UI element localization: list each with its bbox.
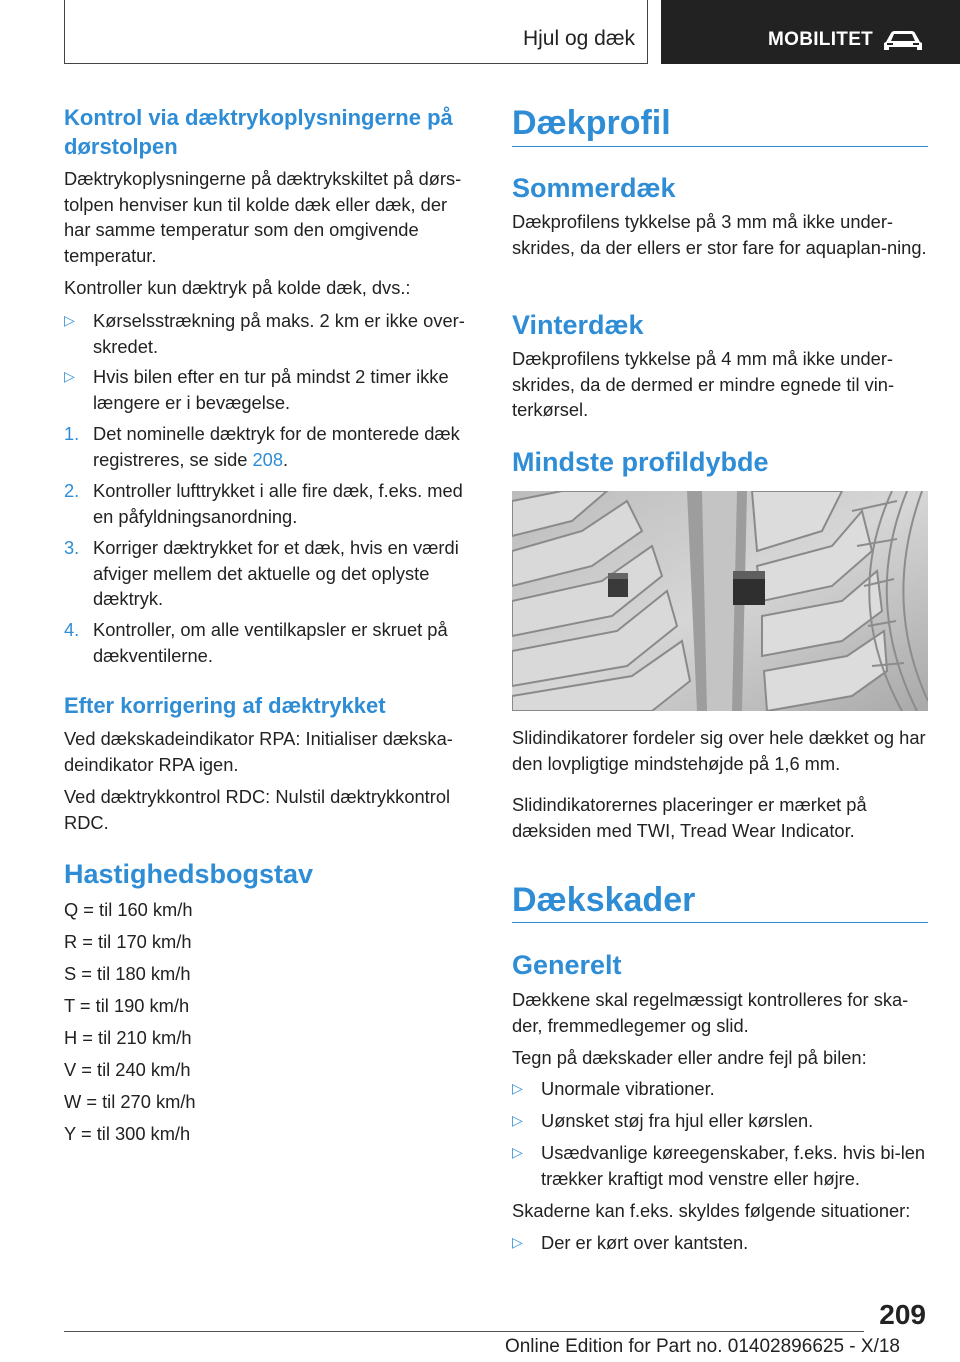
page-link-208[interactable]: 208: [252, 448, 284, 470]
page-number: 209: [879, 1299, 926, 1330]
heading-general: Generelt: [512, 950, 622, 980]
heading-summer-tyres: Sommerdæk: [512, 173, 676, 203]
triangle-bullet-icon: ▷: [512, 1112, 523, 1128]
list-item: ▷ Uønsket støj fra hjul eller kørslen.: [512, 1108, 930, 1134]
paragraph-after-2: Ved dæktrykkontrol RDC: Nulstil dæktrykkontrol RDC.: [64, 786, 451, 833]
paragraph-tpms-2: Kontroller kun dæktryk på kolde dæk, dvs.:: [64, 277, 411, 298]
heading-speed-letter: Hastighedsbogstav: [64, 859, 314, 889]
header-section-box: [64, 0, 648, 64]
paragraph-tpms-1: Dæktrykoplysningerne på dæktrykskiltet på dørs-tolpen henviser kun til kolde dæk eller dæk, der har samme temperatur som den omgivende temperatur.: [64, 168, 462, 266]
paragraph-after-1: Ved dækskadeindikator RPA: Initialiser dækska-deindikator RPA igen.: [64, 728, 453, 775]
list-item: 4. Kontroller, om alle ventilkapsler er skruet på dækventilerne.: [64, 619, 448, 666]
paragraph-min-2: Slidindikatorernes placeringer er mærket på dæksiden med TWI, Tread Wear Indicator.: [512, 794, 867, 841]
speed-rating: Y = til 300 km/h: [64, 1123, 191, 1144]
heading-rule: [512, 146, 928, 147]
heading-winter-tyres: Vinterdæk: [512, 310, 644, 340]
speed-rating: R = til 170 km/h: [64, 931, 192, 952]
paragraph-causes: Skaderne kan f.eks. skyldes følgende situationer:: [512, 1200, 911, 1221]
list-item: ▷ Usædvanlige køreegenskaber, f.eks. hvis bi-len trækker kraftigt mod venstre eller højre.: [512, 1142, 926, 1189]
heading-tread-profile: Dækprofil: [512, 104, 671, 142]
list-item: 2. Kontroller lufttrykket i alle fire dæk, f.eks. med en påfyldningsanordning.: [64, 480, 463, 527]
heading-tyre-damage: Dækskader: [512, 881, 696, 919]
car-icon: [882, 28, 924, 54]
header-chapter-title: MOBILITET: [768, 29, 874, 50]
triangle-bullet-icon: ▷: [64, 368, 75, 384]
tread-wear-indicator-illustration: [512, 491, 928, 711]
heading-min-tread-depth: Mindste profildybde: [512, 447, 769, 477]
triangle-bullet-icon: ▷: [512, 1234, 523, 1250]
paragraph-winter: Dækprofilens tykkelse på 4 mm må ikke under-skrides, da de dermed er mindre egnede til vin-terkørsel.: [512, 348, 895, 420]
speed-rating: Q = til 160 km/h: [64, 899, 193, 920]
paragraph-general-1: Dækkene skal regelmæssigt kontrolleres for ska-der, fremmedlegemer og slid.: [512, 989, 909, 1036]
list-item: ▷ Kørselsstrækning på maks. 2 km er ikke over-skredet.: [64, 310, 465, 357]
list-item: 3. Korriger dæktrykket for et dæk, hvis en værdi afviger mellem det aktuelle og det oplyste dæktryk.: [64, 537, 459, 609]
speed-rating: H = til 210 km/h: [64, 1027, 192, 1048]
triangle-bullet-icon: ▷: [64, 312, 75, 328]
list-item: ▷ Der er kørt over kantsten.: [512, 1230, 930, 1256]
speed-rating: T = til 190 km/h: [64, 995, 190, 1016]
heading-tpms-doorpillar: Kontrol via dæktrykoplysningerne på dørstolpen: [64, 105, 453, 159]
paragraph-summer: Dækprofilens tykkelse på 3 mm må ikke under-skrides, da der ellers er stor fare for aquaplan-ning.: [512, 211, 927, 258]
footer-edition: Online Edition for Part no. 01402896625 - X/18: [504, 1336, 900, 1357]
speed-rating: S = til 180 km/h: [64, 963, 191, 984]
header-section-title: Hjul og dæk: [522, 27, 635, 50]
triangle-bullet-icon: ▷: [512, 1144, 523, 1160]
heading-rule: [512, 922, 928, 923]
footer-rule: [64, 1331, 864, 1332]
list-item: ▷ Hvis bilen efter en tur på mindst 2 timer ikke længere er i bevægelse.: [64, 366, 449, 413]
paragraph-general-2: Tegn på dækskader eller andre fejl på bilen:: [512, 1047, 867, 1068]
speed-rating: W = til 270 km/h: [64, 1091, 196, 1112]
paragraph-min-1: Slidindikatorer fordeler sig over hele dækket og har den lovpligtige mindstehøjde på 1,6 mm.: [512, 727, 926, 774]
speed-rating: V = til 240 km/h: [64, 1059, 191, 1080]
triangle-bullet-icon: ▷: [512, 1080, 523, 1096]
list-item: ▷ Unormale vibrationer.: [512, 1076, 930, 1102]
heading-after-correction: Efter korrigering af dæktrykket: [64, 693, 386, 718]
list-item: 1. Det nominelle dæktryk for de monterede dæk registreres, se side 208.: [64, 423, 460, 470]
